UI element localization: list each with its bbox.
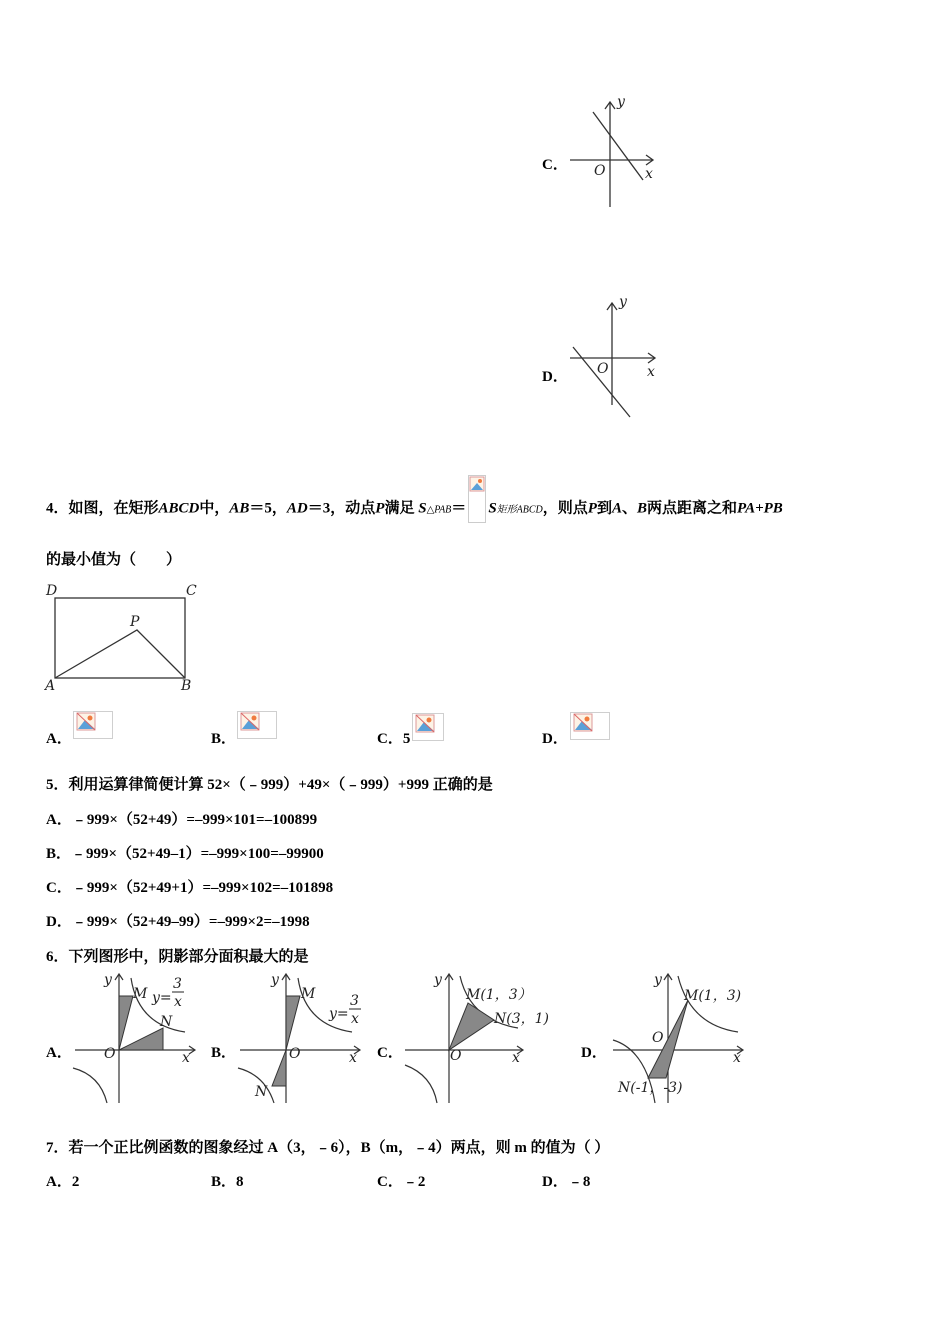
svg-text:B: B [181,678,192,694]
q4-option-b-image [237,711,277,739]
svg-text:A: A [45,678,56,694]
q4-option-d-image [570,712,610,740]
svg-text:O: O [104,1046,116,1062]
svg-text:M: M [133,986,148,1002]
q4-stem-line1: 4．如图，在矩形ABCD中，AB＝5，AD＝3，动点P满足 S△PAB＝ S矩形ABCD，则点P到A、B两点距离之和PA+PB [46,485,783,533]
q6-stem: 6．下列图形中，阴影部分面积最大的是 [46,949,309,965]
q4-option-a-image [73,711,113,739]
svg-text:O: O [652,1030,664,1046]
svg-text:C: C [186,583,197,599]
q7-option-d[interactable]: D．﹣8 [542,1174,591,1190]
svg-text:O: O [289,1046,301,1062]
q6-graph-a [70,970,200,1105]
q5-option-a[interactable]: A．﹣999×（52+49）=–999×101=–100899 [46,812,318,828]
q4-option-b[interactable]: B． [211,731,237,747]
q6-option-d-label[interactable]: D． [581,1045,607,1061]
q7-option-b[interactable]: B．8 [211,1174,244,1190]
q3-option-d-graph [565,295,665,420]
q4-option-c[interactable]: C．5 [377,731,411,747]
svg-text:y=: y= [329,1006,349,1022]
x-axis-label: x [647,364,655,380]
svg-text:N(3，1): N(3，1) [494,1011,549,1027]
svg-text:x: x [349,1050,357,1066]
svg-text:M(1，3）: M(1，3） [466,987,532,1003]
fraction-image-placeholder [468,475,486,523]
svg-text:y: y [271,972,279,988]
q7-option-a[interactable]: A．2 [46,1174,80,1190]
q6-graph-d [608,970,758,1105]
origin-label: O [594,163,606,179]
q5-option-c[interactable]: C．﹣999×（52+49+1）=–999×102=–101898 [46,880,334,896]
svg-text:N: N [255,1084,268,1100]
q4-stem-line2: 的最小值为（ ） [46,552,182,568]
svg-text:D: D [46,583,58,599]
q3-option-c-label: C． [542,157,568,173]
q4-option-c-image [412,713,444,741]
q6-option-a-label[interactable]: A． [46,1045,72,1061]
q6-option-c-label[interactable]: C． [377,1045,403,1061]
q3-option-d-label: D． [542,369,568,385]
svg-text:M(1，3): M(1，3) [684,988,742,1004]
svg-text:x: x [182,1050,190,1066]
svg-text:P: P [130,614,140,630]
svg-text:x: x [733,1050,741,1066]
svg-text:x: x [512,1050,520,1066]
q3-option-c-graph [565,92,665,212]
q4-option-a[interactable]: A． [46,731,72,747]
svg-text:y=: y= [152,990,172,1006]
origin-label: O [597,361,609,377]
svg-text:y: y [654,972,662,988]
svg-text:N(-1，-3): N(-1，-3) [618,1080,683,1096]
x-axis-label: x [645,166,653,182]
q6-option-b-label[interactable]: B． [211,1045,237,1061]
q7-option-c[interactable]: C．﹣2 [377,1174,426,1190]
y-axis-label: y [619,294,627,310]
svg-text:M: M [301,986,316,1002]
svg-text:O: O [450,1048,462,1064]
svg-text:3: 3 [350,993,359,1009]
q6-graph-c [400,970,550,1105]
svg-text:y: y [104,972,112,988]
q4-rectangle-figure [40,580,205,695]
q7-stem: 7．若一个正比例函数的图象经过 A（3，﹣6），B（m，﹣4）两点，则 m 的值为（ ） [46,1140,610,1156]
q6-graph-b [235,970,365,1105]
svg-text:N: N [160,1014,173,1030]
svg-text:x: x [174,994,182,1010]
svg-text:x: x [351,1011,359,1027]
q4-option-d[interactable]: D． [542,731,568,747]
q5-stem: 5．利用运算律简便计算 52×（﹣999）+49×（﹣999）+999 正确的是 [46,777,493,793]
svg-text:y: y [434,972,442,988]
y-axis-label: y [617,94,625,110]
q5-option-b[interactable]: B．﹣999×（52+49–1）=–999×100=–99900 [46,846,324,862]
q5-option-d[interactable]: D．﹣999×（52+49–99）=–999×2=–1998 [46,914,310,930]
svg-text:3: 3 [173,976,182,992]
